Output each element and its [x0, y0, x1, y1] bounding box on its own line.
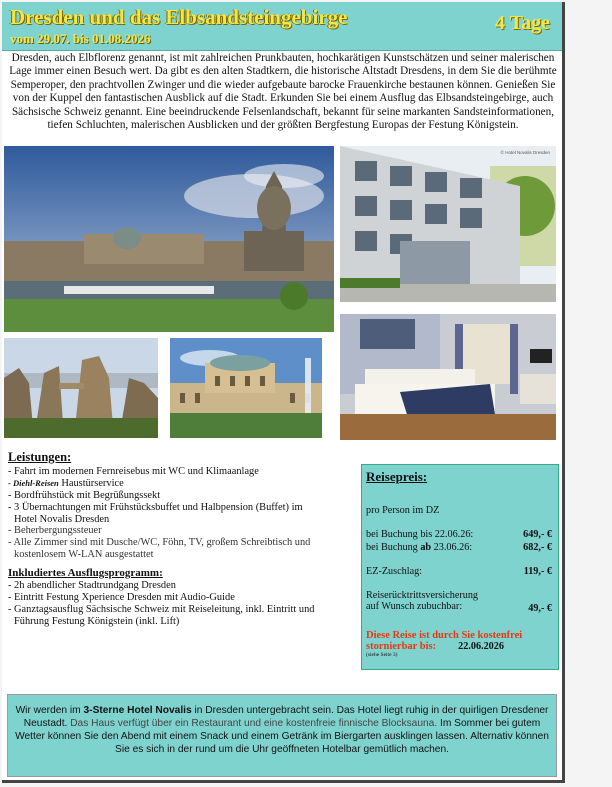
intro-text: Dresden, auch Elbflorenz genannt, ist mit zahlreichen Prunkbauten, hochkarätigen Kunstschätzen und seiner malerischen Lage immer einen Besuch wert. Da gibt es den alten Stadtkern, die historische Altstadt Dresdens, in dem Sie die berühmte Semperoper, den prachtvollen Zwinger und die wieder aufgebaute barocke Frauenkirche bestaunen können. Genießen Sie von der Kuppel den fantastischen Ausblick auf die Stadt. Erkunden Sie bei einem Ausflug das Elbsandsteingebirge, auch Sächsische Schweiz genannt. Eine beeindruckende Felsenlandschaft, bekannt für seine markanten Sandsteinformationen, tiefen Schluchten, malerischen Ausblicken und der größten Bergfestung Europas der Festung Königstein. — [9, 52, 557, 132]
service-item: kostenlosem W-LAN ausgestattet — [14, 549, 154, 561]
trip-dates: vom 29.07. bis 01.08.2026 — [10, 31, 151, 46]
service-item: - Beherbergungssteuer — [8, 525, 102, 537]
hotel-info-box — [7, 694, 557, 777]
cancellation-note: Diese Reise ist durch Sie kostenfrei stornierbar bis: 22.06.2026 (siehe Seite 3) — [366, 630, 554, 658]
price-title: Reisepreis: — [366, 469, 428, 484]
brand-label: - Diehl-Reisen — [8, 477, 59, 488]
zwinger-photo — [170, 338, 322, 438]
services-title: Leistungen: — [8, 450, 72, 464]
insurance-row: Reiserücktrittsversicherung auf Wunsch zubuchbar: 49,- € — [366, 590, 552, 614]
header-banner — [2, 2, 562, 51]
program-item: Führung Festung Königstein (inkl. Lift) — [14, 615, 180, 627]
price-late-row: bei Buchung ab 23.06.26: 682,- € — [366, 542, 552, 553]
cancellation-footnote: (siehe Seite 3) — [366, 652, 398, 658]
hotel-room-photo — [340, 314, 556, 440]
program-item: - Ganztagsausflug Sächsische Schweiz mit Reiseleitung, inkl. Eintritt und — [8, 603, 315, 615]
program-title: Inkludiertes Ausflugsprogramm: — [8, 567, 163, 580]
services-section — [8, 452, 360, 628]
trip-duration: 4 Tage — [494, 12, 550, 34]
price-per-person: pro Person im DZ — [366, 505, 440, 516]
dresden-skyline-photo — [4, 146, 334, 332]
price-box — [361, 464, 559, 670]
price-early-row: bei Buchung bis 22.06.26: 649,- € — [366, 529, 552, 540]
service-item: - 3 Übernachtungen mit Frühstücksbuffet und Halbpension (Buffet) im — [8, 501, 303, 513]
hotel-exterior-photo — [340, 146, 556, 302]
service-item: Hotel Novalis Dresden — [14, 513, 110, 525]
flyer-page — [2, 2, 565, 783]
program-item: - Eintritt Festung Xperience Dresden mit Audio-Guide — [8, 591, 235, 603]
single-supplement-row: EZ-Zuschlag: 119,- € — [366, 566, 552, 577]
program-item: - 2h abendlicher Stadtrundgang Dresden — [8, 580, 176, 592]
photo-credit: © Hotel Novalis Dresden — [500, 150, 550, 155]
service-item: - Diehl-Reisen Haustürservice — [8, 477, 124, 489]
trip-title: Dresden und das Elbsandsteingebirge — [10, 5, 348, 29]
service-item: - Bordfrühstück mit Begrüßungssekt — [8, 489, 161, 501]
service-item: - Alle Zimmer sind mit Dusche/WC, Föhn, TV, großem Schreibtisch und — [8, 537, 311, 549]
saxon-switzerland-photo — [4, 338, 158, 438]
service-item: - Fahrt im modernen Fernreisebus mit WC und Klimaanlage — [8, 465, 259, 477]
hotel-description: Wir werden im 3-Sterne Hotel Novalis in Dresden untergebracht sein. Das Hotel liegt ruhig in der quirligen Dresdener Neustadt. Das Haus verfügt über ein Restaurant und eine kostenfreie finnische Blocksauna. Im Sommer bei gutem Wetter können Sie den Abend mit einem Snack und einem Getränk im Biergarten ausklingen lassen. Alternativ können Sie es sich in der rund um die Uhr geöffneten Hotelbar gemütlich machen. — [15, 705, 549, 755]
